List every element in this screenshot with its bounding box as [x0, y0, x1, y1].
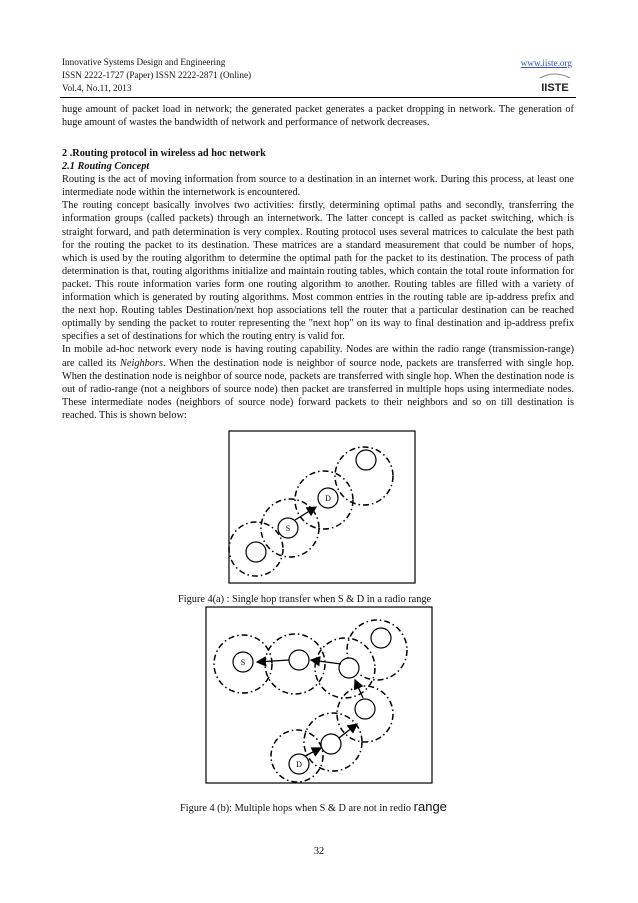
figure-4a-diagram [228, 430, 416, 584]
journal-volume: Vol.4, No.11, 2013 [62, 83, 132, 93]
node [339, 658, 359, 678]
header-rule [60, 97, 576, 98]
paragraph-1: Routing is the act of moving information from source to a destination in an internet work. During this process, at least one intermediate node within the internetwork is encountered. [62, 174, 574, 199]
figure-4b-caption-main: Figure 4 (b): Multiple hops when S & D are not in redio [180, 803, 414, 814]
node [246, 542, 266, 562]
label-s: S [240, 658, 246, 667]
intro-paragraph: huge amount of packet load in network; the generated packet generates a packet dropping in network. The generation of huge amount of wastes the bandwidth of network and performance of network decreases. [62, 104, 574, 129]
node [289, 650, 309, 670]
figure-4b-caption-tail: range [413, 799, 447, 814]
figure-4b-caption [180, 800, 447, 815]
paragraph-3-part-a: In mobile ad-hoc network every node is having routing capability. Nodes are within the radio range (transmission-range) are called its [62, 344, 574, 369]
paragraph-3-part-b: . When the destination node is neighbor of source node, packets are transferred with single hop. When the destination node is neighbor of source node, packets are transferred with single hop. When the destination node is out of radio-range (not a neighbors of source node) then packet are transferred in multiple hops using intermediate nodes. These intermediate nodes (neighbors of source node) forward packets to their neighbors and so on till destination is reached. This is shown below: [62, 357, 574, 421]
journal-issn: ISSN 2222-1727 (Paper) ISSN 2222-2871 (Online) [62, 70, 252, 80]
node [321, 734, 341, 754]
node [355, 699, 375, 719]
hop-arrow [305, 748, 321, 756]
iiste-logo-icon [538, 72, 572, 94]
figure-4b-frame [206, 607, 432, 783]
paragraph-2: The routing concept basically involves two activities: firstly, determining optimal paths and secondly, transferring the information groups (called packets) through an internetwork. The latter concept is called as packet switching, which is straight forward, and path determination is very complex. Routing protocol uses several matrices to calculate the best path for the routing the packet to its destination. These matrices are a standard measurement that could be number of hops, which is used by the routing algorithm to determine the optimal path for the packet to its destination. The process of path determination is that, routing algorithms initialize and maintain routing tables, which contain the total route information for packet. This route information varies form one routing algorithm to another. Routing tables are filled with a variety of information which is generated by routing algorithms. Most common entries in the routing table are ip-address prefix and the next hop. Routing tables Destination/next hop associations tell the router that a particular destination can be reached optimally by sending the packet to router representing the "next hop" on its way to final destination and ip-address prefix specifies a set of destinations for which the routing entry is valid for. [62, 200, 574, 343]
figure-4a-caption: Figure 4(a) : Single hop transfer when S & D in a radio range [178, 594, 432, 605]
label-d: D [325, 494, 331, 503]
journal-name: Innovative Systems Design and Engineering [62, 57, 226, 67]
node [356, 450, 376, 470]
section-heading: 2 .Routing protocol in wireless ad hoc network [62, 148, 266, 159]
neighbors-term: Neighbors [120, 357, 163, 369]
subsection-heading: 2.1 Routing Concept [62, 161, 150, 173]
page-number: 32 [313, 846, 325, 857]
paragraph-3 [62, 343, 574, 422]
logo-text: IISTE [541, 82, 569, 94]
label-d: D [296, 760, 302, 769]
section-routing-protocol [62, 147, 574, 422]
hop-arrow [257, 660, 289, 662]
node [371, 628, 391, 648]
figure-4b-diagram [205, 606, 433, 784]
hop-arrow [339, 724, 357, 738]
label-s: S [285, 524, 291, 533]
journal-url-link[interactable]: www.iiste.org [520, 58, 572, 68]
